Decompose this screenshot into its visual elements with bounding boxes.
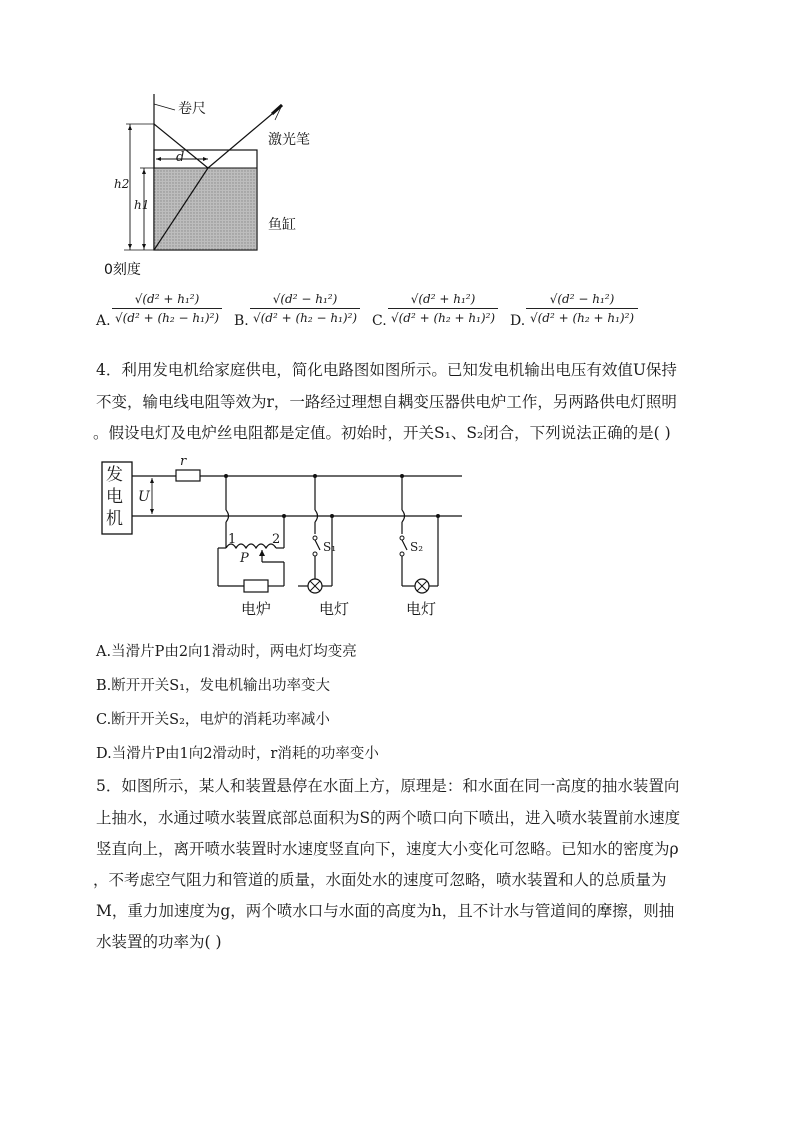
q5-line-4: ，不考虑空气阻力和管道的质量，水面处水的速度可忽略，喷水装置和人的总质量为 xyxy=(93,871,667,889)
option-b-numerator: √(d² − h₁²) xyxy=(272,292,338,306)
option-c-fraction xyxy=(388,292,498,325)
label-laser: 激光笔 xyxy=(268,132,310,148)
label-tank: 鱼缸 xyxy=(268,217,296,233)
q5-line-6: 水装置的功率为( ) xyxy=(96,933,222,951)
option-a-letter: A. xyxy=(96,313,111,329)
label-u: U xyxy=(138,489,150,505)
q4-line-3: 。假设电灯及电炉丝电阻都是定值。初始时，开关S₁、S₂闭合，下列说法正确的是( ) xyxy=(93,424,671,442)
label-s1: S₁ xyxy=(323,540,337,554)
label-h1: h1 xyxy=(134,198,150,212)
option-b-letter: B. xyxy=(234,313,249,329)
label-h2: h2 xyxy=(114,177,130,191)
label-lamp-2: 电灯 xyxy=(406,600,437,618)
generator-label-1: 发 xyxy=(106,465,123,485)
q5-line-2: 上抽水，水通过喷水装置底部总面积为S的两个喷口向下喷出，进入喷水装置前水速度 xyxy=(96,809,681,827)
option-b-denominator: √(d² + (h₂ − h₁)²) xyxy=(252,311,358,325)
option-d-denominator: √(d² + (h₂ + h₁)²) xyxy=(529,311,635,325)
switch-s1[interactable] xyxy=(315,540,320,550)
option-d-letter: D. xyxy=(510,313,526,329)
coil-terminal-1: 1 xyxy=(228,532,237,547)
option-d-fraction xyxy=(526,292,638,325)
label-d: d xyxy=(176,150,185,165)
option-a-denominator: √(d² + (h₂ − h₁)²) xyxy=(114,311,220,325)
q5-line-1: 5．如图所示，某人和装置悬停在水面上方，原理是：和水面在同一高度的抽水装置向 xyxy=(96,777,680,795)
q4-option-a: A.当滑片P由2向1滑动时，两电灯均变亮 xyxy=(96,644,357,660)
option-a-numerator: √(d² + h₁²) xyxy=(134,292,200,306)
switch-s2[interactable] xyxy=(402,540,407,550)
q5-line-3: 竖直向上，离开喷水装置时水速度竖直向下，速度大小变化可忽略。已知水的密度为ρ xyxy=(96,840,679,858)
option-c-numerator: √(d² + h₁²) xyxy=(410,292,476,306)
tank-figure xyxy=(100,92,330,277)
label-r: r xyxy=(180,454,187,469)
q4-option-c: C.断开开关S₂，电炉的消耗功率减小 xyxy=(96,712,330,728)
q4-option-b: B.断开开关S₁，发电机输出功率变大 xyxy=(96,678,331,694)
label-furnace: 电炉 xyxy=(241,600,272,618)
q4-line-1: 4．利用发电机给家庭供电，简化电路图如图所示。已知发电机输出电压有效值U保持 xyxy=(96,361,677,379)
q4-option-d: D.当滑片P由1向2滑动时，r消耗的功率变小 xyxy=(96,746,379,762)
water-region xyxy=(154,168,257,250)
coil-terminal-2: 2 xyxy=(272,532,281,547)
option-d-numerator: √(d² − h₁²) xyxy=(549,292,615,306)
option-a-fraction xyxy=(112,292,222,325)
resistor-r xyxy=(176,470,200,481)
label-s2: S₂ xyxy=(410,540,424,554)
laser-beam xyxy=(208,114,272,168)
label-ruler: 卷尺 xyxy=(178,101,206,117)
option-c-denominator: √(d² + (h₂ + h₁)²) xyxy=(390,311,496,325)
label-zero: 0刻度 xyxy=(104,262,141,278)
option-c-letter: C. xyxy=(372,313,387,329)
q4-line-2: 不变，输电线电阻等效为r，一路经过理想自耦变压器供电炉工作，另两路供电灯照明 xyxy=(96,393,677,411)
generator-label-3: 机 xyxy=(106,509,123,529)
generator-label-2: 电 xyxy=(106,487,123,507)
label-slider-p: P xyxy=(240,551,249,566)
furnace-resistor xyxy=(244,580,268,592)
laser-pen xyxy=(272,105,282,114)
option-b-fraction xyxy=(250,292,360,325)
q5-line-5: M，重力加速度为g，两个喷水口与水面的高度为h，且不计水与管道间的摩擦，则抽 xyxy=(96,902,675,920)
label-lamp-1: 电灯 xyxy=(319,600,350,618)
